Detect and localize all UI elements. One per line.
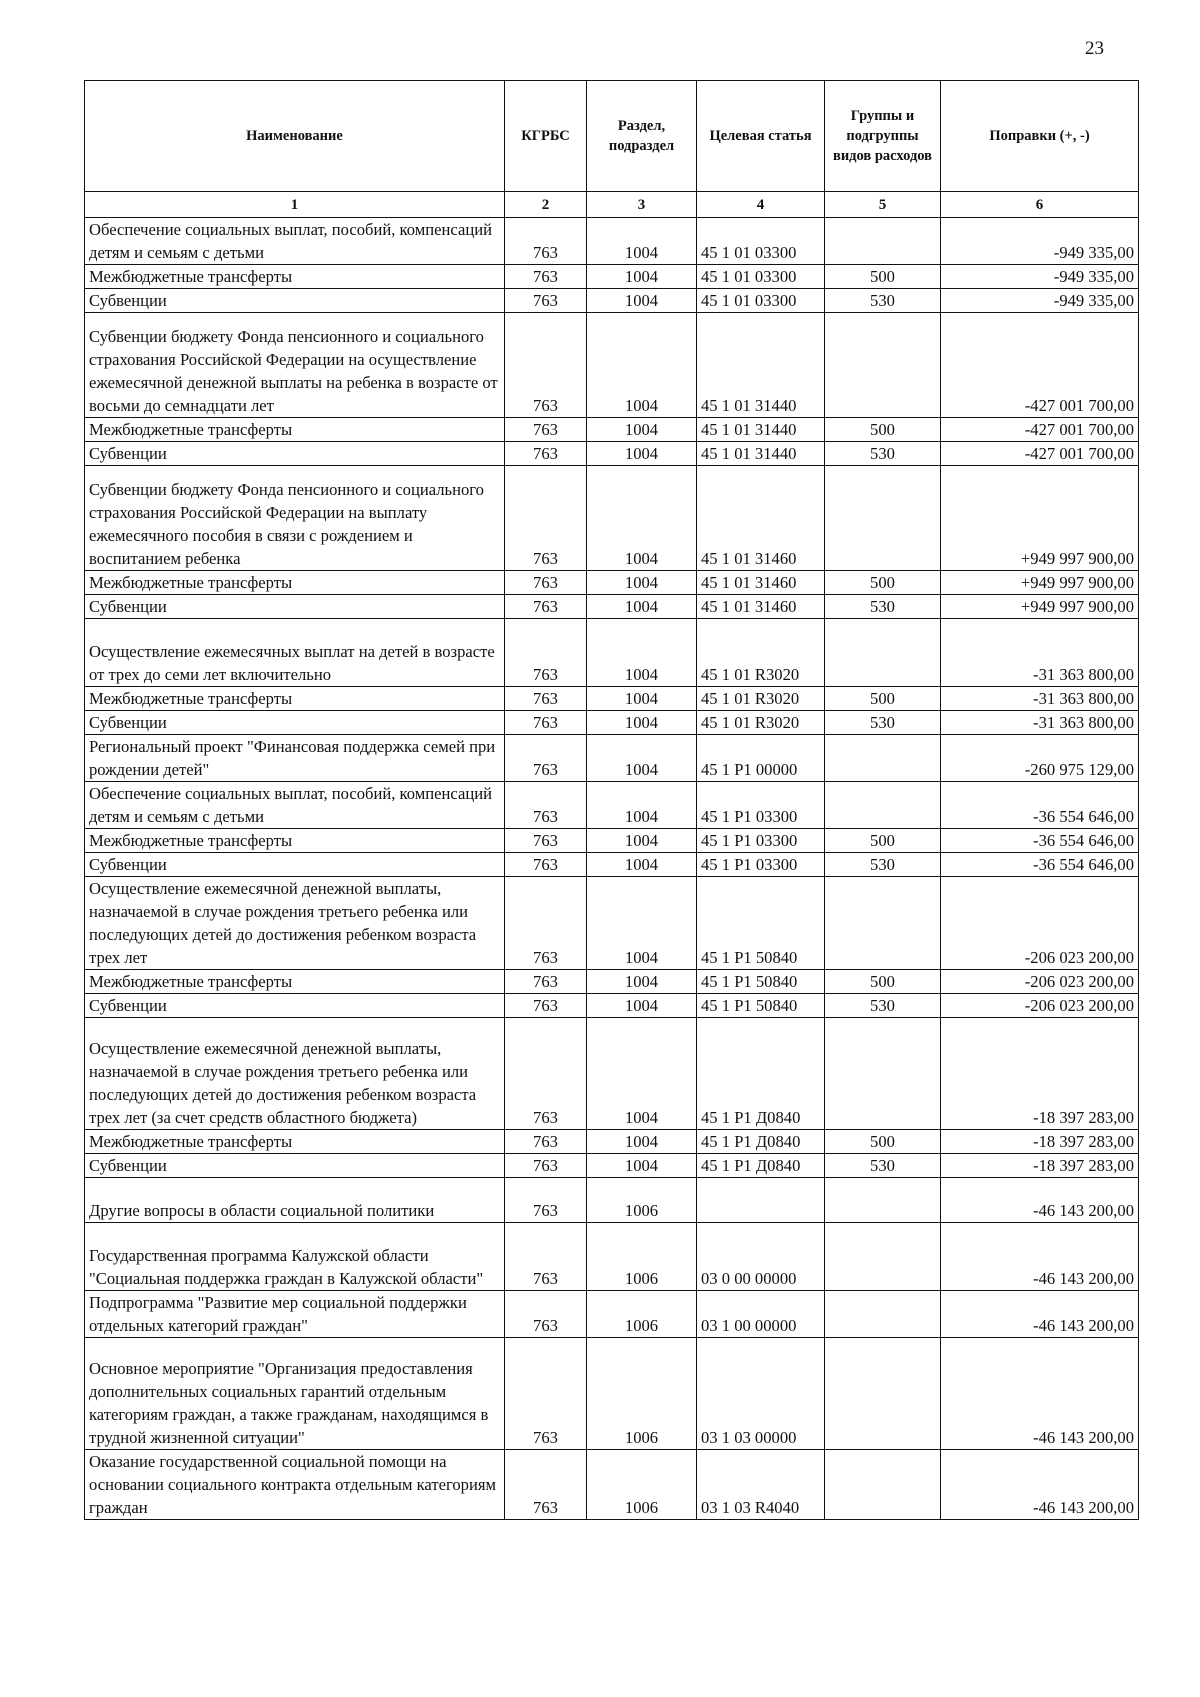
row-expense-group: 530 (825, 711, 941, 735)
row-expense-group: 500 (825, 970, 941, 994)
row-kgrbs: 763 (505, 218, 587, 265)
row-kgrbs: 763 (505, 466, 587, 571)
column-number: 1 (85, 192, 505, 218)
row-name: Межбюджетные трансферты (85, 265, 505, 289)
row-section: 1006 (587, 1223, 697, 1291)
row-name: Обеспечение социальных выплат, пособий, компенсаций детям и семьям с детьми (85, 218, 505, 265)
row-amount: -18 397 283,00 (941, 1130, 1139, 1154)
row-target-article: 45 1 01 R3020 (697, 711, 825, 735)
row-kgrbs: 763 (505, 687, 587, 711)
row-target-article (697, 1178, 825, 1223)
row-expense-group: 530 (825, 442, 941, 466)
row-kgrbs: 763 (505, 994, 587, 1018)
row-name: Субвенции (85, 442, 505, 466)
row-name: Межбюджетные трансферты (85, 571, 505, 595)
row-name: Субвенции (85, 853, 505, 877)
table-row (85, 1178, 1139, 1223)
row-target-article: 45 1 01 31460 (697, 595, 825, 619)
row-section: 1004 (587, 571, 697, 595)
row-name: Межбюджетные трансферты (85, 970, 505, 994)
row-amount: -31 363 800,00 (941, 619, 1139, 687)
row-name: Межбюджетные трансферты (85, 418, 505, 442)
row-target-article: 45 1 P1 03300 (697, 853, 825, 877)
row-section: 1004 (587, 418, 697, 442)
row-section: 1004 (587, 218, 697, 265)
row-kgrbs: 763 (505, 1223, 587, 1291)
row-target-article: 45 1 P1 03300 (697, 782, 825, 829)
row-amount: +949 997 900,00 (941, 571, 1139, 595)
table-row (85, 829, 1139, 853)
row-amount: -46 143 200,00 (941, 1291, 1139, 1338)
row-expense-group: 530 (825, 1154, 941, 1178)
row-section: 1004 (587, 829, 697, 853)
table-row (85, 265, 1139, 289)
row-name: Межбюджетные трансферты (85, 1130, 505, 1154)
row-target-article: 45 1 01 03300 (697, 218, 825, 265)
column-number: 6 (941, 192, 1139, 218)
row-expense-group: 500 (825, 829, 941, 853)
header-kgrbs: КГРБС (505, 81, 587, 192)
row-section: 1004 (587, 442, 697, 466)
table-row (85, 994, 1139, 1018)
row-amount: -949 335,00 (941, 289, 1139, 313)
row-expense-group (825, 619, 941, 687)
row-expense-group: 530 (825, 289, 941, 313)
table-row (85, 313, 1139, 418)
table-row (85, 289, 1139, 313)
row-expense-group: 530 (825, 595, 941, 619)
row-kgrbs: 763 (505, 418, 587, 442)
row-target-article: 03 1 00 00000 (697, 1291, 825, 1338)
row-amount: -206 023 200,00 (941, 994, 1139, 1018)
table-row (85, 970, 1139, 994)
column-number: 2 (505, 192, 587, 218)
row-name: Субвенции бюджету Фонда пенсионного и социального страхования Российской Федерации на осуществление ежемесячной денежной выплаты на ребенка в возрасте от восьми до семнадцати лет (85, 313, 505, 418)
row-target-article: 45 1 P1 Д0840 (697, 1130, 825, 1154)
row-kgrbs: 763 (505, 1338, 587, 1450)
row-kgrbs: 763 (505, 313, 587, 418)
row-name: Осуществление ежемесячных выплат на детей в возрасте от трех до семи лет включительно (85, 619, 505, 687)
row-section: 1004 (587, 265, 697, 289)
row-target-article: 45 1 P1 50840 (697, 877, 825, 970)
column-number: 3 (587, 192, 697, 218)
row-name: Другие вопросы в области социальной политики (85, 1178, 505, 1223)
row-name: Основное мероприятие "Организация предоставления дополнительных социальных гарантий отдельным категориям граждан, а также гражданам, находящимся в трудной жизненной ситуации" (85, 1338, 505, 1450)
column-number-row (85, 192, 1139, 218)
page-number: 23 (1085, 38, 1104, 59)
row-kgrbs: 763 (505, 289, 587, 313)
row-expense-group (825, 1338, 941, 1450)
row-amount: -427 001 700,00 (941, 418, 1139, 442)
row-kgrbs: 763 (505, 970, 587, 994)
row-expense-group (825, 1178, 941, 1223)
row-section: 1004 (587, 782, 697, 829)
row-amount: -46 143 200,00 (941, 1450, 1139, 1520)
row-target-article: 03 0 00 00000 (697, 1223, 825, 1291)
table-body (85, 218, 1139, 1520)
row-section: 1004 (587, 313, 697, 418)
row-kgrbs: 763 (505, 853, 587, 877)
row-section: 1006 (587, 1178, 697, 1223)
table-row (85, 442, 1139, 466)
row-expense-group: 500 (825, 265, 941, 289)
row-amount: -427 001 700,00 (941, 313, 1139, 418)
row-amount: +949 997 900,00 (941, 466, 1139, 571)
row-kgrbs: 763 (505, 571, 587, 595)
row-kgrbs: 763 (505, 1018, 587, 1130)
row-target-article: 45 1 P1 03300 (697, 829, 825, 853)
row-amount: -36 554 646,00 (941, 782, 1139, 829)
row-expense-group: 500 (825, 1130, 941, 1154)
table-row (85, 595, 1139, 619)
row-name: Обеспечение социальных выплат, пособий, компенсаций детям и семьям с детьми (85, 782, 505, 829)
row-target-article: 45 1 01 03300 (697, 289, 825, 313)
row-kgrbs: 763 (505, 877, 587, 970)
table-row (85, 877, 1139, 970)
header-amendments: Поправки (+, -) (941, 81, 1139, 192)
row-expense-group: 500 (825, 571, 941, 595)
row-name: Оказание государственной социальной помощи на основании социального контракта отдельным категориям граждан (85, 1450, 505, 1520)
row-section: 1006 (587, 1338, 697, 1450)
table-row (85, 418, 1139, 442)
row-section: 1004 (587, 853, 697, 877)
table-row (85, 1338, 1139, 1450)
row-section: 1004 (587, 595, 697, 619)
row-expense-group (825, 877, 941, 970)
row-section: 1004 (587, 289, 697, 313)
row-section: 1004 (587, 687, 697, 711)
table-row (85, 735, 1139, 782)
row-expense-group (825, 218, 941, 265)
header-section: Раздел, подраздел (587, 81, 697, 192)
row-expense-group (825, 1291, 941, 1338)
row-section: 1004 (587, 1018, 697, 1130)
table-row (85, 571, 1139, 595)
row-name: Субвенции (85, 289, 505, 313)
row-amount: -206 023 200,00 (941, 877, 1139, 970)
row-kgrbs: 763 (505, 442, 587, 466)
row-section: 1004 (587, 619, 697, 687)
row-amount: -949 335,00 (941, 265, 1139, 289)
row-name: Субвенции (85, 595, 505, 619)
table-row (85, 711, 1139, 735)
row-section: 1006 (587, 1291, 697, 1338)
table-row (85, 1130, 1139, 1154)
row-expense-group (825, 782, 941, 829)
row-expense-group: 500 (825, 418, 941, 442)
table-row (85, 853, 1139, 877)
row-kgrbs: 763 (505, 1130, 587, 1154)
row-name: Межбюджетные трансферты (85, 687, 505, 711)
row-amount: -46 143 200,00 (941, 1178, 1139, 1223)
row-amount: -260 975 129,00 (941, 735, 1139, 782)
table-row (85, 1018, 1139, 1130)
row-expense-group (825, 1223, 941, 1291)
row-kgrbs: 763 (505, 1291, 587, 1338)
row-target-article: 45 1 01 31440 (697, 442, 825, 466)
header-name: Наименование (85, 81, 505, 192)
row-amount: -18 397 283,00 (941, 1018, 1139, 1130)
row-amount: -36 554 646,00 (941, 829, 1139, 853)
row-kgrbs: 763 (505, 595, 587, 619)
row-expense-group: 500 (825, 687, 941, 711)
table-row (85, 1154, 1139, 1178)
row-amount: -18 397 283,00 (941, 1154, 1139, 1178)
row-amount: +949 997 900,00 (941, 595, 1139, 619)
row-target-article: 45 1 P1 50840 (697, 970, 825, 994)
row-kgrbs: 763 (505, 1450, 587, 1520)
row-kgrbs: 763 (505, 782, 587, 829)
row-name: Субвенции (85, 711, 505, 735)
row-kgrbs: 763 (505, 735, 587, 782)
header-expense-group: Группы и подгруппы видов расходов (825, 81, 941, 192)
row-name: Подпрограмма "Развитие мер социальной поддержки отдельных категорий граждан" (85, 1291, 505, 1338)
row-target-article: 45 1 P1 Д0840 (697, 1018, 825, 1130)
table-row (85, 782, 1139, 829)
row-target-article: 45 1 01 03300 (697, 265, 825, 289)
row-section: 1004 (587, 994, 697, 1018)
row-kgrbs: 763 (505, 1154, 587, 1178)
row-kgrbs: 763 (505, 619, 587, 687)
row-expense-group (825, 313, 941, 418)
row-target-article: 03 1 03 R4040 (697, 1450, 825, 1520)
row-name: Государственная программа Калужской области "Социальная поддержка граждан в Калужской области" (85, 1223, 505, 1291)
table-row (85, 218, 1139, 265)
row-amount: -949 335,00 (941, 218, 1139, 265)
row-expense-group (825, 1018, 941, 1130)
row-expense-group: 530 (825, 994, 941, 1018)
column-number: 4 (697, 192, 825, 218)
header-row (85, 81, 1139, 192)
row-name: Субвенции бюджету Фонда пенсионного и социального страхования Российской Федерации на выплату ежемесячного пособия в связи с рождением и воспитанием ребенка (85, 466, 505, 571)
row-expense-group (825, 1450, 941, 1520)
row-target-article: 45 1 01 31440 (697, 418, 825, 442)
row-target-article: 03 1 03 00000 (697, 1338, 825, 1450)
row-target-article: 45 1 P1 Д0840 (697, 1154, 825, 1178)
row-target-article: 45 1 01 R3020 (697, 619, 825, 687)
row-section: 1004 (587, 1154, 697, 1178)
row-amount: -36 554 646,00 (941, 853, 1139, 877)
row-amount: -31 363 800,00 (941, 687, 1139, 711)
row-expense-group (825, 735, 941, 782)
budget-amendments-table (84, 80, 1139, 1520)
row-kgrbs: 763 (505, 829, 587, 853)
row-section: 1006 (587, 1450, 697, 1520)
table-row (85, 687, 1139, 711)
row-expense-group (825, 466, 941, 571)
row-name: Субвенции (85, 1154, 505, 1178)
table-row (85, 1450, 1139, 1520)
row-amount: -31 363 800,00 (941, 711, 1139, 735)
row-target-article: 45 1 01 R3020 (697, 687, 825, 711)
row-name: Межбюджетные трансферты (85, 829, 505, 853)
row-kgrbs: 763 (505, 711, 587, 735)
row-section: 1004 (587, 735, 697, 782)
row-name: Осуществление ежемесячной денежной выплаты, назначаемой в случае рождения третьего ребенка или последующих детей до достижения ребенком возраста трех лет (за счет средств областного бюджета) (85, 1018, 505, 1130)
row-kgrbs: 763 (505, 1178, 587, 1223)
table-row (85, 1291, 1139, 1338)
row-section: 1004 (587, 970, 697, 994)
table-row (85, 619, 1139, 687)
row-name: Региональный проект "Финансовая поддержка семей при рождении детей" (85, 735, 505, 782)
table-row (85, 1223, 1139, 1291)
row-name: Осуществление ежемесячной денежной выплаты, назначаемой в случае рождения третьего ребенка или последующих детей до достижения ребенком возраста трех лет (85, 877, 505, 970)
row-name: Субвенции (85, 994, 505, 1018)
row-target-article: 45 1 01 31460 (697, 571, 825, 595)
row-section: 1004 (587, 711, 697, 735)
row-amount: -427 001 700,00 (941, 442, 1139, 466)
row-section: 1004 (587, 1130, 697, 1154)
row-kgrbs: 763 (505, 265, 587, 289)
row-section: 1004 (587, 466, 697, 571)
row-expense-group: 530 (825, 853, 941, 877)
column-number: 5 (825, 192, 941, 218)
row-section: 1004 (587, 877, 697, 970)
row-target-article: 45 1 P1 50840 (697, 994, 825, 1018)
row-target-article: 45 1 P1 00000 (697, 735, 825, 782)
row-amount: -46 143 200,00 (941, 1338, 1139, 1450)
row-target-article: 45 1 01 31460 (697, 466, 825, 571)
row-target-article: 45 1 01 31440 (697, 313, 825, 418)
row-amount: -206 023 200,00 (941, 970, 1139, 994)
header-target-article: Целевая статья (697, 81, 825, 192)
row-amount: -46 143 200,00 (941, 1223, 1139, 1291)
table-row (85, 466, 1139, 571)
